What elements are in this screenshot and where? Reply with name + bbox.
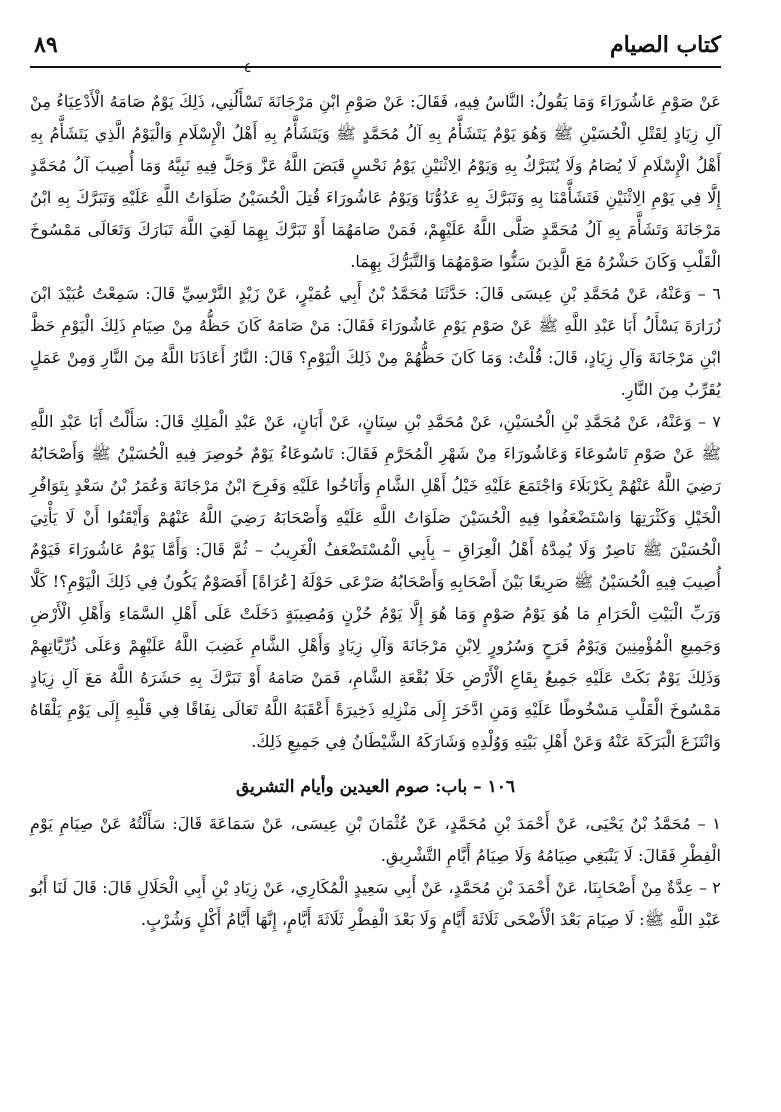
page-number: ٨٩: [34, 32, 58, 58]
passage-text: عَنْ صَوْمِ عَاشُورَاءَ وَمَا يَقُولُ: النَّاسُ فِيهِ، فَقَالَ: عَنْ صَوْمِ ابْنِ مَرْجَانَةَ تَسْأَلُنِي، ذَلِكَ يَوْمٌ صَامَهُ الْأَدْعِيَاءُ مِنْ آلِ زِيَادٍ لِقَتْلِ الْحُسَيْنِ ﷺ وَهُوَ يَوْمٌ يَتَشَأَّمُ بِهِ آلُ مُحَمَّدٍ ﷺ وَيَتَشَأَّمُ بِهِ أَهْلُ الْإِسْلَامِ وَالْيَوْمُ الَّذِي يَتَشَأَّمُ بِهِ أَهْلُ الْإِسْلَامِ لَا يُصَامُ وَلَا يُتَبَرَّكُ بِهِ وَيَوْمُ الِاثْنَيْنِ يَوْمُ نَحْسٍ قَبَضَ اللَّهُ عَزَّ وَجَلَّ فِيهِ نَبِيَّهُ وَمَا أُصِيبَ آلُ مُحَمَّدٍ إِلَّا فِي يَوْمِ الِاثْنَيْنِ فَتَشَأَّمْنَا بِهِ وَتَبَرَّكَ بِهِ عَدُوُّنَا وَيَوْمُ عَاشُورَاءَ قُتِلَ الْحُسَيْنُ صَلَوَاتُ اللَّهِ عَلَيْهِ وَتَبَرَّكَ بِهِ ابْنُ مَرْجَانَةَ وَتَشَأَّمَ بِهِ آلُ مُحَمَّدٍ صَلَّى اللَّهُ عَلَيْهِمْ، فَمَنْ صَامَهُمَا أَوْ تَبَرَّكَ بِهِمَا لَقِيَ اللَّهَ تَبَارَكَ وَتَعَالَى مَمْسُوخَ الْقَلْبِ وَكَانَ حَشْرُهُ مَعَ الَّذِينَ سَنُّوا صَوْمَهُمَا وَالتَّبَرُّكَ بِهِمَا.: [30, 92, 721, 271]
hadith-text: – وَعَنْهُ، عَنْ مُحَمَّدِ بْنِ عِيسَى قَالَ: حَدَّثَنَا مُحَمَّدُ بْنُ أَبِي عُمَيْرٍ، عَنْ زَيْدٍ النَّرْسِيِّ قَالَ: سَمِعْتُ عُبَيْدَ ابْنَ زُرَارَةَ يَسْأَلُ أَبَا عَبْدِ اللَّهِ ﷺ عَنْ صَوْمِ يَوْمِ عَاشُورَاءَ فَقَالَ: مَنْ صَامَهُ كَانَ حَظُّهُ مِنْ صِيَامِ ذَلِكَ الْيَوْمِ حَظَّ ابْنِ مَرْجَانَةَ وَآلِ زِيَادٍ، قَالَ: قُلْتُ: وَمَا كَانَ حَظُّهُمْ مِنْ ذَلِكَ الْيَوْمِ؟ قَالَ: النَّارُ أَعَاذَنَا اللَّهُ مِنَ النَّارِ وَمِنْ عَمَلٍ يُقَرِّبُ مِنَ النَّارِ.: [30, 284, 721, 399]
hadith-text: – عِدَّةٌ مِنْ أَصْحَابِنَا، عَنْ أَحْمَدَ بْنِ مُحَمَّدٍ، عَنْ أَبِي سَعِيدٍ الْمُكَارِي، عَنْ زِيَادِ بْنِ أَبِي الْحَلَالِ قَالَ: قَالَ لَنَا أَبُو عَبْدِ اللَّهِ ﷺ: لَا صِيَامَ بَعْدَ الْأَضْحَى ثَلَاثَةَ أَيَّامٍ وَلَا بَعْدَ الْفِطْرِ ثَلَاثَةَ أَيَّامٍ، إِنَّهَا أَيَّامُ أَكْلٍ وَشُرْبٍ.: [30, 878, 721, 929]
hadith-7: [30, 406, 721, 758]
hadith-number: ٢: [712, 878, 721, 897]
header-rule: [30, 66, 721, 68]
header-mark: ٤: [244, 60, 252, 76]
page-header: [34, 30, 721, 66]
page-body: [30, 86, 721, 1092]
running-title: كتاب الصيام: [609, 32, 721, 58]
hadith-number: ١: [712, 814, 721, 833]
hadith-6: [30, 278, 721, 406]
hadith-106-2: [30, 872, 721, 936]
hadith-number: ٧: [712, 412, 721, 431]
hadith-text: – مُحَمَّدُ بْنُ يَحْيَى، عَنْ أَحْمَدَ بْنِ مُحَمَّدٍ، عَنْ عُثْمَانَ بْنِ عِيسَى، عَنْ سَمَاعَةَ قَالَ: سَأَلْتُهُ عَنْ صِيَامِ يَوْمِ الْفِطْرِ فَقَالَ: لَا يَنْبَغِي صِيَامُهُ وَلَا صِيَامُ أَيَّامِ التَّشْرِيقِ.: [30, 814, 721, 865]
hadith-text: – وَعَنْهُ، عَنْ مُحَمَّدِ بْنِ الْحُسَيْنِ، عَنْ مُحَمَّدِ بْنِ سِنَانٍ، عَنْ أَبَانٍ، عَنْ عَبْدِ الْمَلِكِ قَالَ: سَأَلْتُ أَبَا عَبْدِ اللَّهِ ﷺ عَنْ صَوْمِ تَاسُوعَاءَ وَعَاشُورَاءَ مِنْ شَهْرِ الْمُحَرَّمِ فَقَالَ: تَاسُوعَاءُ يَوْمٌ حُوصِرَ فِيهِ الْحُسَيْنُ ﷺ وَأَصْحَابُهُ رَضِيَ اللَّهُ عَنْهُمْ بِكَرْبَلَاءَ وَاجْتَمَعَ عَلَيْهِ خَيْلُ أَهْلِ الشَّامِ وَأَنَاخُوا عَلَيْهِ وَفَرِحَ ابْنُ مَرْجَانَةَ وَعُمَرُ بْنُ سَعْدٍ بِتَوَافُرِ الْخَيْلِ وَكَثْرَتِهَا وَاسْتَضْعَفُوا فِيهِ الْحُسَيْنَ صَلَوَاتُ اللَّهِ عَلَيْهِ وَأَصْحَابَهُ رَضِيَ اللَّهُ عَنْهُمْ وَأَيْقَنُوا أَنْ لَا يَأْتِيَ الْحُسَيْنَ ﷺ نَاصِرٌ وَلَا يُمِدَّهُ أَهْلُ الْعِرَاقِ – بِأَبِي الْمُسْتَضْعَفُ الْغَرِيبُ – ثُمَّ قَالَ: وَأَمَّا يَوْمُ عَاشُورَاءَ فَيَوْمٌ أُصِيبَ فِيهِ الْحُسَيْنُ ﷺ صَرِيعًا بَيْنَ أَصْحَابِهِ وَأَصْحَابُهُ صَرْعَى حَوْلَهُ [عُرَاةً] أَفَصَوْمٌ يَكُونُ فِي ذَلِكَ الْيَوْمِ؟! كَلَّا وَرَبِّ الْبَيْتِ الْحَرَامِ مَا هُوَ يَوْمُ صَوْمٍ وَمَا هُوَ إِلَّا يَوْمُ حُزْنٍ وَمُصِيبَةٍ دَخَلَتْ عَلَى أَهْلِ السَّمَاءِ وَأَهْلِ الْأَرْضِ وَجَمِيعِ الْمُؤْمِنِينَ وَيَوْمُ فَرَحٍ وَسُرُورٍ لِابْنِ مَرْجَانَةَ وَآلِ زِيَادٍ وَأَهْلِ الشَّامِ غَضِبَ اللَّهُ عَلَيْهِمْ وَعَلَى ذُرِّيَّاتِهِمْ وَذَلِكَ يَوْمٌ بَكَتْ عَلَيْهِ جَمِيعُ بِقَاعِ الْأَرْضِ خَلَا بُقْعَةِ الشَّامِ، فَمَنْ صَامَهُ أَوْ تَبَرَّكَ بِهِ حَشَرَهُ اللَّهُ مَعَ آلِ زِيَادٍ مَمْسُوخَ الْقَلْبِ مَسْخُوطًا عَلَيْهِ وَمَنِ ادَّخَرَ إِلَى مَنْزِلِهِ ذَخِيرَةً أَعْقَبَهُ اللَّهُ تَعَالَى نِفَاقًا فِي قَلْبِهِ إِلَى يَوْمِ يَلْقَاهُ وَانْتَزَعَ الْبَرَكَةَ عَنْهُ وَعَنْ أَهْلِ بَيْتِهِ وَوُلْدِهِ وَشَارَكَهُ الشَّيْطَانُ فِي جَمِيعِ ذَلِكَ.: [30, 412, 721, 751]
chapter-heading: ١٠٦ – باب: صوم العيدين وأيام التشريق: [235, 777, 516, 797]
passage-continued: [30, 86, 721, 278]
hadith-number: ٦: [712, 284, 721, 303]
hadith-106-1: [30, 808, 721, 872]
